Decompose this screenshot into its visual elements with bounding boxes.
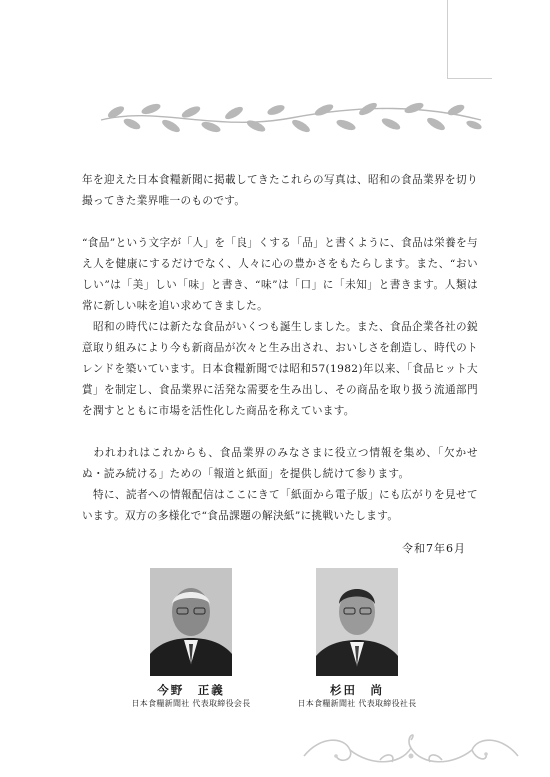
- paragraph-1: 年を迎えた日本食糧新聞に掲載してきたこれらの写真は、昭和の食品業界を切り撮ってきた業界唯一のものです。: [82, 174, 478, 207]
- message-body: [82, 170, 478, 527]
- portrait-photo-president: [316, 568, 398, 676]
- signatory-chairman: [106, 682, 276, 710]
- signatory-name: 今野 正義: [157, 683, 225, 697]
- signatory-title: 日本食糧新聞社 代表取締役会長: [131, 699, 251, 708]
- paragraph-4: われわれはこれからも、食品業界のみなさまに役立つ情報を集め、「欠かせぬ・読み続ける」ための「報道と紙面」を提供し続けて参ります。: [82, 447, 478, 480]
- paragraph-2: “食品”という文字が「人」を「良」くする「品」と書くように、食品は栄養を与え人を健康にするだけでなく、人々に心の豊かさをもたらします。また、“おいしい”は「美」しい「味」と書き、“味”は「口」に「未知」と書きます。人類は常に新しい味を追い求めてきました。: [82, 237, 478, 312]
- signatory-name: 杉田 尚: [330, 683, 384, 697]
- leaf-vine-ornament: [96, 98, 486, 138]
- portrait-photo-chairman: [150, 568, 232, 676]
- signatory-title: 日本食糧新聞社 代表取締役社長: [297, 699, 417, 708]
- signatory-president: [272, 682, 442, 710]
- page-corner-frame: [447, 0, 492, 79]
- paragraph-5: 特に、読者への情報配信はここにきて「紙面から電子版」にも広がりを見せています。双方の多様化で“食品課題の解決紙”に挑戦いたします。: [82, 489, 478, 522]
- date-line: 令和7年6月: [402, 542, 466, 555]
- paragraph-3: 昭和の時代には新たな食品がいくつも誕生しました。また、食品企業各社の鋭意取り組みにより今も新商品が次々と生み出され、おいしさを創造し、時代のトレンドを築いています。日本食糧新聞では昭和57(1982)年以来、「食品ヒット大賞」を制定し、食品業界に活発な需要を生み出し、その商品を取り扱う流通部門を潤すとともに市場を活性化した商品を称えています。: [82, 321, 478, 417]
- scroll-flourish-ornament: [300, 726, 522, 770]
